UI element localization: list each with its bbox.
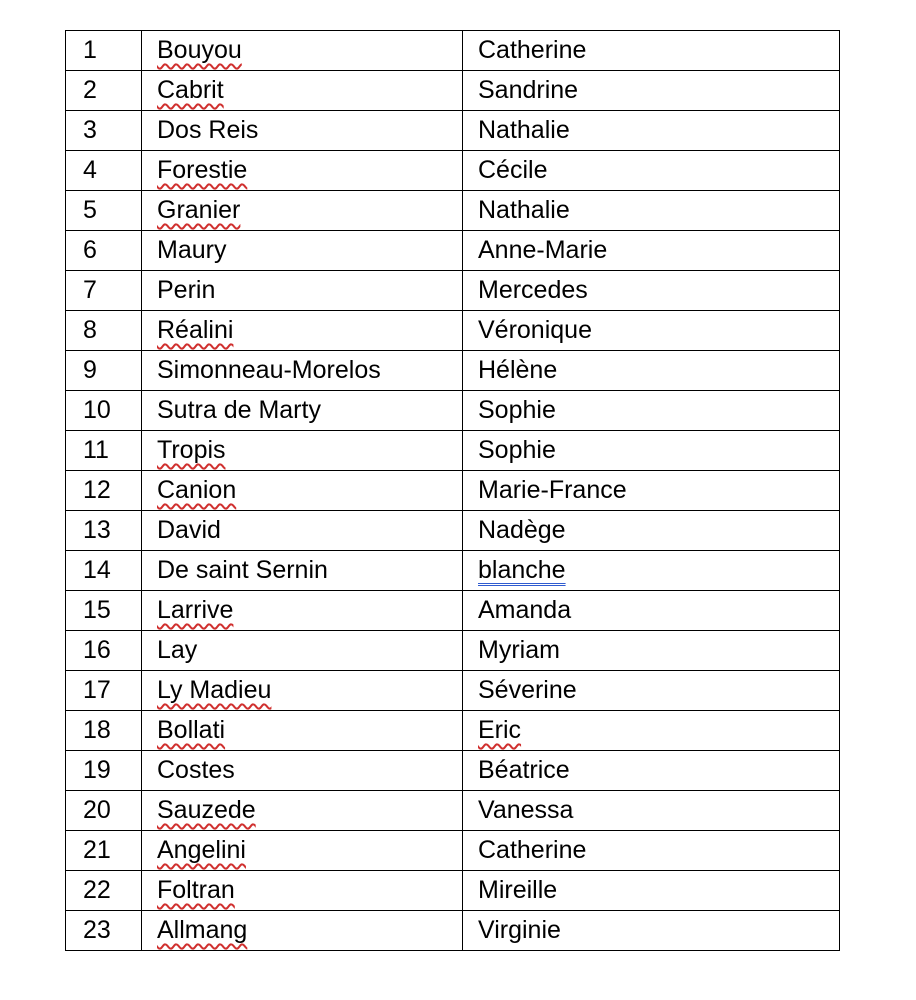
row-number: 1: [83, 36, 97, 64]
last-name-cell: [142, 31, 463, 71]
row-number: 9: [83, 356, 97, 384]
row-number-cell: [66, 191, 142, 231]
row-number: 4: [83, 156, 97, 184]
table-row: [66, 671, 840, 711]
first-name-cell: [463, 471, 840, 511]
first-name-cell: [463, 71, 840, 111]
table-row: [66, 351, 840, 391]
first-name-cell: [463, 671, 840, 711]
row-number-cell: [66, 351, 142, 391]
table-row: [66, 751, 840, 791]
row-number: 18: [83, 716, 111, 744]
row-number-cell: [66, 311, 142, 351]
last-name: Allmang: [157, 916, 248, 944]
last-name-cell: [142, 391, 463, 431]
last-name-cell: [142, 791, 463, 831]
row-number: 19: [83, 756, 111, 784]
row-number: 2: [83, 76, 97, 104]
row-number: 6: [83, 236, 97, 264]
last-name: De saint Sernin: [157, 556, 328, 584]
first-name-cell: [463, 271, 840, 311]
table-row: [66, 231, 840, 271]
last-name-cell: [142, 71, 463, 111]
last-name: Forestie: [157, 156, 248, 184]
row-number: 11: [83, 436, 109, 464]
last-name-cell: [142, 671, 463, 711]
first-name-cell: [463, 791, 840, 831]
row-number: 8: [83, 316, 97, 344]
first-name-cell: [463, 391, 840, 431]
first-name: Nadège: [478, 516, 566, 544]
first-name: Amanda: [478, 596, 572, 624]
row-number-cell: [66, 911, 142, 951]
first-name-cell: [463, 311, 840, 351]
row-number-cell: [66, 751, 142, 791]
first-name: Sophie: [478, 396, 556, 424]
row-number: 13: [83, 516, 111, 544]
first-name-cell: [463, 151, 840, 191]
first-name: Anne-Marie: [478, 236, 608, 264]
first-name-cell: [463, 31, 840, 71]
last-name: Canion: [157, 476, 237, 504]
table-row: [66, 151, 840, 191]
last-name-cell: [142, 911, 463, 951]
row-number: 12: [83, 476, 111, 504]
last-name: Bouyou: [157, 36, 242, 64]
last-name: Larrive: [157, 596, 234, 624]
row-number-cell: [66, 631, 142, 671]
table-row: [66, 911, 840, 951]
row-number: 7: [83, 276, 97, 304]
last-name: Costes: [157, 756, 235, 784]
first-name: Véronique: [478, 316, 592, 344]
first-name-cell: [463, 231, 840, 271]
row-number-cell: [66, 111, 142, 151]
first-name: Sophie: [478, 436, 556, 464]
row-number: 22: [83, 876, 111, 904]
first-name: Mercedes: [478, 276, 588, 304]
first-name: Mireille: [478, 876, 558, 904]
names-table-body: [66, 31, 840, 951]
first-name: Myriam: [478, 636, 560, 664]
last-name: Simonneau-Morelos: [157, 356, 381, 384]
names-table: [65, 30, 840, 951]
last-name-cell: [142, 871, 463, 911]
row-number: 14: [83, 556, 111, 584]
first-name: Catherine: [478, 36, 587, 64]
first-name: Béatrice: [478, 756, 570, 784]
last-name: Dos Reis: [157, 116, 259, 144]
first-name-cell: [463, 111, 840, 151]
last-name: David: [157, 516, 221, 544]
table-row: [66, 191, 840, 231]
row-number-cell: [66, 831, 142, 871]
first-name-cell: [463, 911, 840, 951]
table-row: [66, 471, 840, 511]
first-name: Sandrine: [478, 76, 579, 104]
row-number-cell: [66, 591, 142, 631]
last-name-cell: [142, 751, 463, 791]
row-number: 10: [83, 396, 111, 424]
row-number-cell: [66, 71, 142, 111]
row-number: 17: [83, 676, 111, 704]
last-name: Sutra de Marty: [157, 396, 321, 424]
table-row: [66, 391, 840, 431]
row-number-cell: [66, 231, 142, 271]
last-name-cell: [142, 191, 463, 231]
last-name-cell: [142, 271, 463, 311]
first-name: Nathalie: [478, 116, 570, 144]
table-row: [66, 511, 840, 551]
first-name-cell: [463, 831, 840, 871]
last-name-cell: [142, 431, 463, 471]
table-row: [66, 71, 840, 111]
first-name-cell: [463, 191, 840, 231]
first-name-cell: [463, 591, 840, 631]
last-name-cell: [142, 351, 463, 391]
first-name-cell: [463, 511, 840, 551]
table-row: [66, 551, 840, 591]
row-number: 15: [83, 596, 111, 624]
last-name-cell: [142, 311, 463, 351]
first-name: Hélène: [478, 356, 558, 384]
last-name: Granier: [157, 196, 241, 224]
first-name: Séverine: [478, 676, 577, 704]
table-row: [66, 871, 840, 911]
first-name-cell: [463, 351, 840, 391]
table-row: [66, 31, 840, 71]
last-name-cell: [142, 471, 463, 511]
first-name-cell: [463, 431, 840, 471]
table-row: [66, 271, 840, 311]
last-name: Tropis: [157, 436, 226, 464]
last-name: Ly Madieu: [157, 676, 272, 704]
last-name: Bollati: [157, 716, 226, 744]
row-number: 23: [83, 916, 111, 944]
first-name: Eric: [478, 716, 522, 744]
first-name: Catherine: [478, 836, 587, 864]
last-name-cell: [142, 511, 463, 551]
last-name-cell: [142, 631, 463, 671]
first-name: Cécile: [478, 156, 548, 184]
table-row: [66, 631, 840, 671]
first-name: blanche: [478, 556, 566, 584]
last-name-cell: [142, 551, 463, 591]
row-number: 16: [83, 636, 111, 664]
last-name: Perin: [157, 276, 216, 304]
last-name: Angelini: [157, 836, 246, 864]
first-name: Nathalie: [478, 196, 570, 224]
last-name: Maury: [157, 236, 227, 264]
table-row: [66, 591, 840, 631]
first-name-cell: [463, 551, 840, 591]
first-name-cell: [463, 871, 840, 911]
row-number-cell: [66, 271, 142, 311]
last-name: Sauzede: [157, 796, 256, 824]
first-name-cell: [463, 751, 840, 791]
table-row: [66, 711, 840, 751]
row-number-cell: [66, 791, 142, 831]
last-name: Lay: [157, 636, 198, 664]
row-number-cell: [66, 671, 142, 711]
row-number-cell: [66, 711, 142, 751]
row-number: 3: [83, 116, 97, 144]
row-number-cell: [66, 871, 142, 911]
table-row: [66, 831, 840, 871]
table-row: [66, 791, 840, 831]
last-name-cell: [142, 831, 463, 871]
row-number: 5: [83, 196, 97, 224]
last-name: Foltran: [157, 876, 235, 904]
first-name-cell: [463, 631, 840, 671]
row-number-cell: [66, 551, 142, 591]
table-row: [66, 431, 840, 471]
first-name: Vanessa: [478, 796, 574, 824]
first-name: Virginie: [478, 916, 561, 944]
row-number-cell: [66, 471, 142, 511]
table-row: [66, 111, 840, 151]
row-number-cell: [66, 431, 142, 471]
last-name-cell: [142, 711, 463, 751]
last-name: Réalini: [157, 316, 234, 344]
row-number: 21: [83, 836, 111, 864]
table-row: [66, 311, 840, 351]
first-name-cell: [463, 711, 840, 751]
first-name: Marie-France: [478, 476, 627, 504]
last-name-cell: [142, 231, 463, 271]
row-number-cell: [66, 151, 142, 191]
last-name-cell: [142, 111, 463, 151]
row-number-cell: [66, 391, 142, 431]
last-name: Cabrit: [157, 76, 224, 104]
row-number-cell: [66, 31, 142, 71]
last-name-cell: [142, 591, 463, 631]
row-number: 20: [83, 796, 111, 824]
last-name-cell: [142, 151, 463, 191]
row-number-cell: [66, 511, 142, 551]
